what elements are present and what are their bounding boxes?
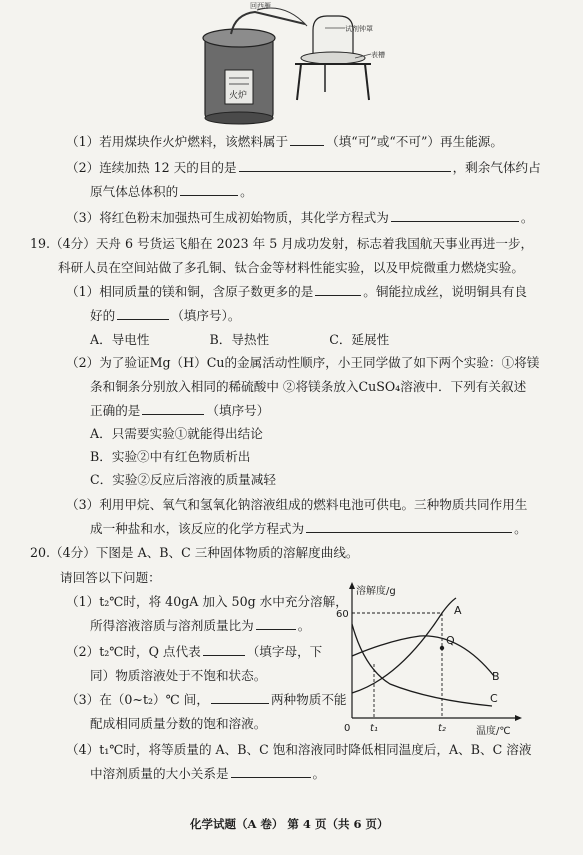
q20-part4: （4）t₁℃时，将等质量的 A、B、C 饱和溶液同时降低相同温度后，A、B、C 溶液 <box>66 742 532 757</box>
apparatus-label-jar: 试剂钟罩 <box>345 25 373 33</box>
apparatus-label-trough: 表槽 <box>371 51 385 59</box>
q19-part2-cont: 条和铜条分别放入相同的稀硫酸中 ②将镁条放入CuSO₄溶液中．下列有关叙述 <box>90 379 527 394</box>
answer-blank[interactable] <box>391 210 519 222</box>
q18-part1: （1）若用煤块作火炉燃料，该燃料属于 （填“可”或“不可”）再生能源。 <box>66 134 503 149</box>
q19-part2-option-c: C．实验②反应后溶液的质量减轻 <box>90 472 276 487</box>
graph-t1: t₁ <box>370 723 378 734</box>
q19-part1-cont: 好的 （填序号）。 <box>90 308 241 323</box>
q20-part2-cont: 同）物质溶液处于不饱和状态。 <box>90 668 267 683</box>
q18-part2: （2）连续加热 12 天的目的是 ，剩余气体约占 <box>66 160 541 175</box>
answer-blank[interactable] <box>203 644 245 656</box>
q19-part2: （2）为了验证Mg（H）Cu的金属活动性顺序，小王同学做了如下两个实验：①将镁 <box>66 355 540 370</box>
q19-stem-cont: 科研人员在空间站做了多孔铜、钛合金等材料性能实验，以及甲烷微重力燃烧实验。 <box>58 260 524 275</box>
page-footer: 化学试题（A 卷） 第 4 页（共 6 页） <box>190 817 389 831</box>
q19-options <box>90 332 389 348</box>
q20-part3: （3）在（0~t₂）℃ 间， 两种物质不能 <box>66 692 347 707</box>
apparatus-label-furnace: 火炉 <box>229 91 248 101</box>
answer-blank[interactable] <box>180 184 238 196</box>
graph-label-c: C <box>490 692 498 705</box>
answer-blank[interactable] <box>239 160 451 172</box>
graph-label-b: B <box>492 670 500 683</box>
point-q <box>440 646 444 650</box>
graph-ylabel: 溶解度/g <box>356 586 396 597</box>
solubility-graph <box>330 578 530 738</box>
q20-part1-cont: 所得溶液溶质与溶剂质量比为 。 <box>90 618 311 633</box>
q19-part2-ask: 正确的是 （填序号） <box>90 403 270 418</box>
q20-part3-cont: 配成相同质量分数的饱和溶液。 <box>90 716 267 731</box>
graph-t2: t₂ <box>438 723 446 734</box>
apparatus-label-top: 回西雁 <box>250 2 271 10</box>
option-c: C．延展性 <box>329 332 390 347</box>
graph-label-a: A <box>454 604 462 617</box>
q19-part3: （3）利用甲烷、氧气和氢氧化钠溶液组成的燃料电池可供电。三种物质共同作用生 <box>66 497 528 512</box>
q19-part2-option-b: B．实验②中有红色物质析出 <box>90 449 251 464</box>
q20-ask: 请回答以下问题： <box>60 570 161 585</box>
answer-blank[interactable] <box>290 134 324 146</box>
answer-blank[interactable] <box>211 692 269 704</box>
q18-part2-cont: 原气体总体积的 。 <box>90 184 253 199</box>
option-b: B．导热性 <box>209 332 270 347</box>
graph-xlabel: 温度/℃ <box>476 726 511 737</box>
q19-part1: （1）相同质量的镁和铜，含原子数更多的是 。铜能拉成丝，说明铜具有良 <box>66 284 528 299</box>
q18-part3: （3）将红色粉末加强热可生成初始物质，其化学方程式为 。 <box>66 210 534 225</box>
answer-blank[interactable] <box>231 766 311 778</box>
q19-part2-option-a: A．只需要实验①就能得出结论 <box>90 426 263 441</box>
answer-blank[interactable] <box>117 308 169 320</box>
graph-ytick-60: 60 <box>336 609 349 620</box>
graph-label-q: Q <box>446 634 455 647</box>
q20-stem: 20.（4分）下图是 A、B、C 三种固体物质的溶解度曲线。 <box>30 545 359 560</box>
answer-blank[interactable] <box>306 521 512 533</box>
graph-origin: 0 <box>344 723 351 734</box>
q19-stem: 19.（4分）天舟 6 号货运飞船在 2023 年 5 月成功发射，标志着我国航天事业再进一步， <box>30 236 534 251</box>
q20-part1: （1）t₂℃时，将 40gA 加入 50g 水中充分溶解， <box>66 594 348 609</box>
curve-a <box>352 598 456 693</box>
q20-part2: （2）t₂℃时，Q 点代表 （填字母，下 <box>66 644 323 659</box>
answer-blank[interactable] <box>256 618 296 630</box>
apparatus-figure <box>195 0 385 126</box>
q19-part3-cont: 成一种盐和水，该反应的化学方程式为 。 <box>90 521 527 536</box>
answer-blank[interactable] <box>315 284 361 296</box>
option-a: A．导电性 <box>90 332 150 347</box>
q20-part4-cont: 中溶剂质量的大小关系是 。 <box>90 766 326 781</box>
answer-blank[interactable] <box>142 403 204 415</box>
